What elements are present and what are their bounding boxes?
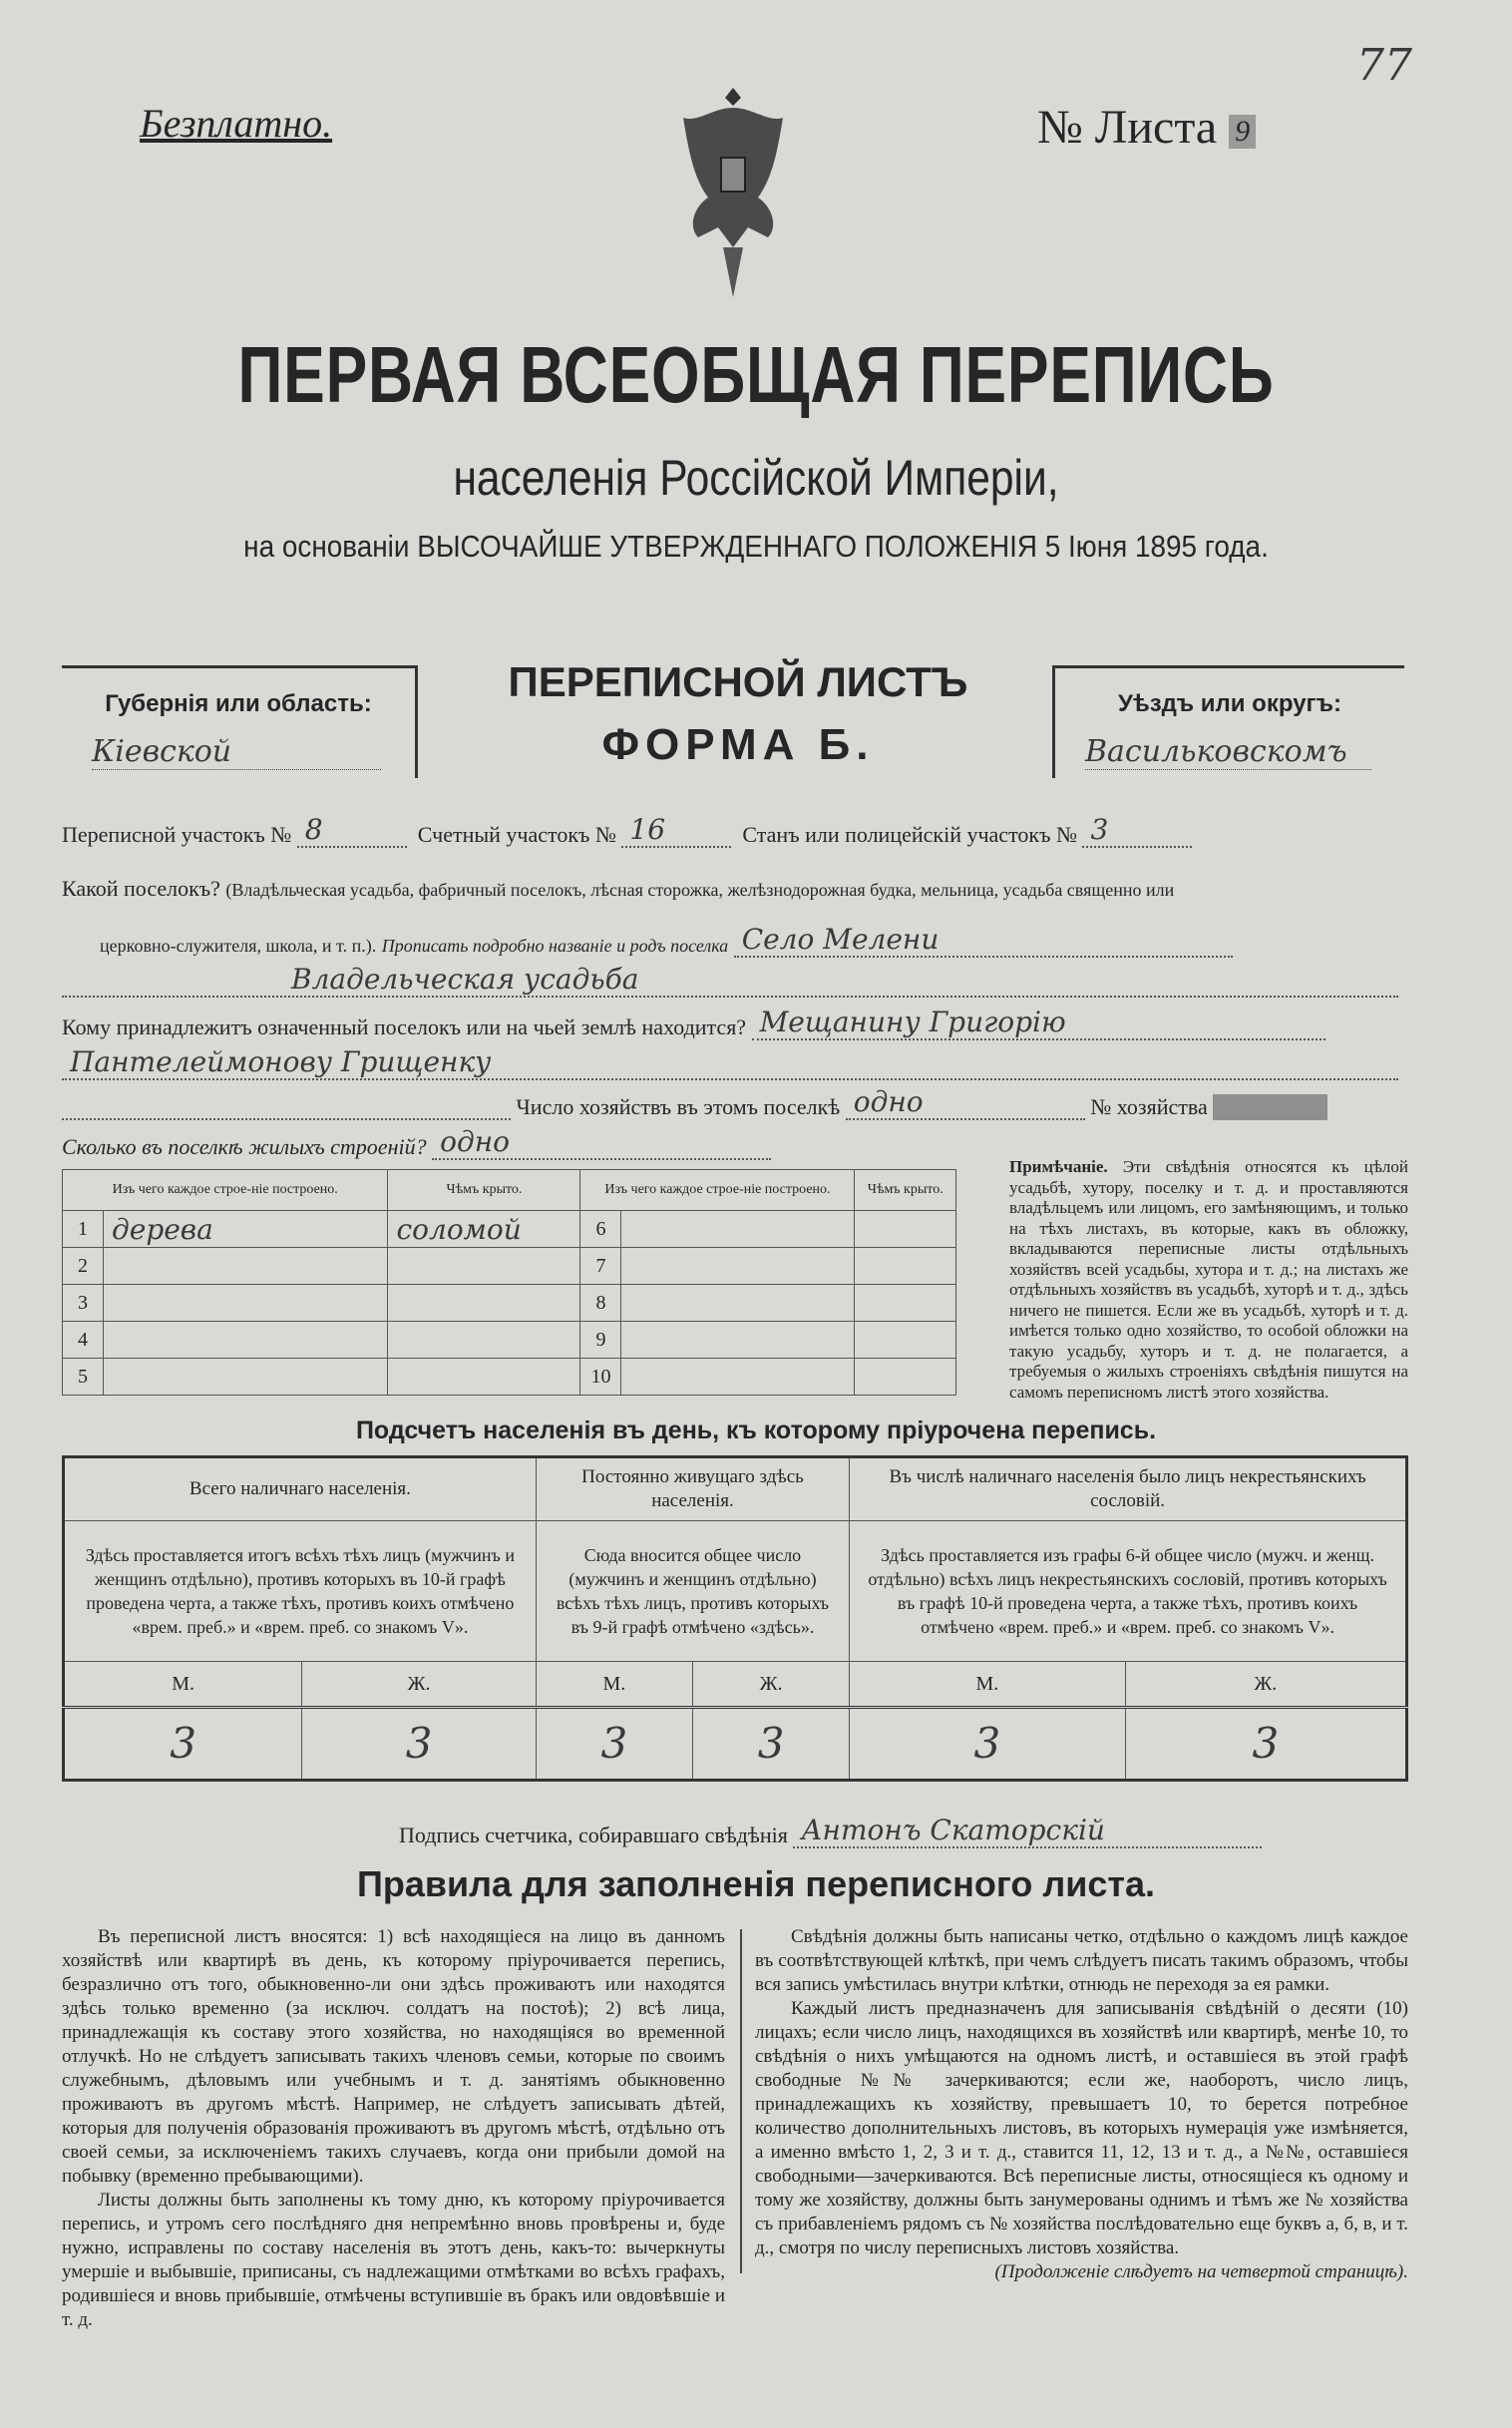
rules-title: Правила для заполненія переписного листа. — [356, 1863, 1156, 1904]
building-material-cell[interactable] — [621, 1359, 855, 1396]
building-material-cell[interactable] — [621, 1211, 855, 1248]
total-male-cell[interactable]: 3 — [64, 1708, 302, 1781]
owner-row — [62, 1006, 1408, 1040]
resident-male-cell[interactable]: 3 — [536, 1708, 692, 1781]
households-row — [62, 1085, 1408, 1120]
settlement-row-2 — [100, 923, 1408, 958]
count-section-field[interactable]: 16 — [621, 813, 731, 848]
sheet-number — [1037, 100, 1256, 155]
district-box — [1052, 665, 1404, 778]
census-section-field[interactable]: 8 — [297, 813, 407, 848]
building-material-cell[interactable] — [104, 1322, 388, 1359]
signature-label: Подпись счетчика, собиравшаго свѣдѣнія — [399, 1822, 788, 1847]
building-roof-cell[interactable] — [855, 1248, 956, 1285]
building-roof-cell[interactable] — [855, 1359, 956, 1396]
material-header: Изъ чего каждое строе-ніе построено. — [63, 1170, 388, 1211]
rules-paragraph: Въ переписной листъ вносятся: 1) всѣ находящіеся на лицо въ данномъ хозяйствѣ или квартирѣ въ день, къ которому пріурочивается перепись, безразлично отъ того, обыкновенно-ли они здѣсь проживаютъ или находятся здѣсь только временно (за исключ. солдатъ на постоѣ); 2) всѣ лица, принадлежащія къ составу этого хозяйства, но находящіяся во временной отлучкѣ. Но не слѣдуетъ записывать такихъ членовъ семьи, которые по своимъ служебнымъ, дѣловымъ или учебнымъ и т. д. занятіямъ обыкновенно проживаютъ въ другомъ мѣстѣ. Например, не слѣдуетъ записывать дѣтей, которыя для полученія образованія проживаютъ въ другомъ мѣстѣ, отдѣльно отъ своей семьи, за исключеніемъ такихъ случаевъ, когда они прибыли домой на побывку (временно пребывающими). — [62, 1926, 725, 2187]
male-header: М. — [536, 1662, 692, 1708]
total-female-cell[interactable]: 3 — [302, 1708, 536, 1781]
household-number-label: № хозяйства — [1090, 1094, 1208, 1119]
building-roof-cell[interactable]: соломой — [388, 1211, 580, 1248]
building-roof-cell[interactable] — [388, 1322, 580, 1359]
building-number: 7 — [580, 1248, 621, 1285]
group-title: Постоянно живущаго здѣсь населенія. — [536, 1457, 849, 1521]
settlement-field-1[interactable]: Село Мелени — [734, 923, 1233, 958]
group-title: Въ числѣ наличнаго населенія было лицъ некрестьянскихъ сословій. — [850, 1457, 1407, 1521]
continuation-note: (Продолженіе слѣдуетъ на четвертой страницѣ). — [994, 2261, 1408, 2282]
building-number: 6 — [580, 1211, 621, 1248]
signature-field[interactable]: Антонъ Скаторскій — [793, 1814, 1262, 1848]
female-header: Ж. — [1125, 1662, 1406, 1708]
building-material-cell[interactable] — [621, 1285, 855, 1322]
female-header: Ж. — [692, 1662, 849, 1708]
buildings-note — [1009, 1157, 1408, 1403]
settlement-field-2[interactable]: Владельческая усадьба — [62, 963, 1398, 998]
document-basis: на основаніи ВЫСОЧАЙШЕ УТВЕРЖДЕННАГО ПОЛОЖЕНІЯ 5 Іюня 1895 года. — [243, 529, 1269, 564]
settlement-instruction: Прописать подробно названіе и родъ поселка — [381, 936, 729, 956]
buildings-row — [62, 1125, 1408, 1160]
male-header: М. — [64, 1662, 302, 1708]
building-number: 4 — [63, 1322, 104, 1359]
building-number: 3 — [63, 1285, 104, 1322]
building-number: 2 — [63, 1248, 104, 1285]
rules-paragraph: Каждый листъ предназначенъ для записыванія свѣдѣній о десяти (10) лицахъ; если число лицъ, находящихся въ хозяйствѣ или квартирѣ, менѣе 10, то свѣдѣнія о нихъ умѣщаются на одномъ листѣ, и оставшіеся въ этой графѣ свободные №№ зачеркиваются; если же, наоборотъ, число лицъ, принадлежащихъ къ хозяйству, превышаетъ 10, то берется потребное количество дополнительныхъ листовъ, въ которыхъ нумерація уже измѣняется, а именно вмѣсто 1, 2, 3 и т. д., ставится 11, 12, 13 и т. д., а №№, оставшіеся свободными—зачеркиваются. Всѣ переписные листы, относящіеся къ одному и тому же хозяйству, должны быть занумерованы однимъ и тѣмъ же № хозяйства съ прибавленіемъ рядомъ съ № хозяйства послѣдовательно еще буквъ а, б, в, и т. д., смотря по числу переписныхъ листовъ хозяйства. — [755, 1998, 1408, 2258]
settlement-hint-2: церковно-служителя, школа, и т. п.). — [100, 936, 377, 956]
buildings-table — [62, 1169, 956, 1396]
settlement-label: Какой поселокъ? — [62, 876, 220, 901]
settlement-row — [62, 876, 1408, 902]
group-explanation: Здѣсь проставляется итогъ всѣхъ тѣхъ лицъ (мужчинъ и женщинъ отдѣльно), противъ которыхъ въ 10-й графѣ проведена черта, а также тѣхъ, противъ коихъ отмѣчено «врем. преб.» и «врем. преб. со знакомъ V». — [64, 1521, 537, 1662]
building-material-cell[interactable] — [621, 1322, 855, 1359]
roof-header: Чѣмъ крыто. — [388, 1170, 580, 1211]
owner-field-1[interactable]: Мещанину Григорію — [752, 1006, 1325, 1040]
building-number: 1 — [63, 1211, 104, 1248]
male-header: М. — [850, 1662, 1126, 1708]
document-title: ПЕРВАЯ ВСЕОБЩАЯ ПЕРЕПИСЬ — [237, 330, 1275, 419]
document-subtitle: населенія Россійской Имперіи, — [453, 450, 1059, 506]
building-material-cell[interactable]: дерева — [104, 1211, 388, 1248]
building-material-cell[interactable] — [104, 1359, 388, 1396]
roof-header-2: Чѣмъ крыто. — [855, 1170, 956, 1211]
province-box — [62, 665, 418, 778]
resident-female-cell[interactable]: 3 — [692, 1708, 849, 1781]
district-value[interactable]: Васильковскомъ — [1085, 734, 1371, 770]
settlement-row-3 — [62, 963, 1408, 998]
households-field[interactable]: одно — [846, 1085, 1085, 1120]
group-title: Всего наличнаго населенія. — [64, 1457, 537, 1521]
census-section-label: Переписной участокъ № — [62, 822, 292, 847]
province-value[interactable]: Кіевской — [92, 734, 381, 770]
building-roof-cell[interactable] — [855, 1211, 956, 1248]
enumerator-signature-row — [399, 1814, 1262, 1848]
free-label: Безплатно. — [140, 101, 333, 146]
rules-paragraph: Свѣдѣнія должны быть написаны четко, отдѣльно о каждомъ лицѣ каждое въ соотвѣтствующей клѣткѣ, при чемъ слѣдуетъ писать такимъ образомъ, чтобы вся запись умѣстилась внутри клѣтки, отнюдь не переходя за ея рамки. — [755, 1926, 1408, 1995]
owner-label: Кому принадлежитъ означенный поселокъ или на чьей землѣ находится? — [62, 1014, 747, 1039]
building-material-cell[interactable] — [621, 1248, 855, 1285]
rules-left-column — [62, 1925, 725, 2332]
building-row — [63, 1322, 956, 1359]
building-roof-cell[interactable] — [855, 1322, 956, 1359]
building-number: 5 — [63, 1359, 104, 1396]
nonpeasant-female-cell[interactable]: 3 — [1125, 1708, 1406, 1781]
settlement-hint: (Владѣльческая усадьба, фабричный поселокъ, лѣсная сторожка, желѣзнодорожная будка, мельница, усадьба священно или — [225, 880, 1175, 900]
building-roof-cell[interactable] — [855, 1285, 956, 1322]
material-header-2: Изъ чего каждое строе-ніе построено. — [580, 1170, 855, 1211]
handwritten-page-number: 77 — [1356, 40, 1412, 91]
household-number-redacted — [1213, 1094, 1327, 1120]
rules-paragraph: Листы должны быть заполнены къ тому дню, къ которому пріурочивается перепись, и утромъ сего послѣдняго дня непремѣнно вновь провѣрены и, буде нужно, исправлены по составу населенія въ этотъ день, какъ-то: вычеркнуты умершіе и выбывшіе, приписаны, съ надлежащими отмѣтками во всѣхъ графахъ, родившіеся и вновь прибывшіе, отмѣчены вступившіе въ бракъ или овдовѣвшіе и т. д. — [62, 2190, 725, 2330]
building-row — [63, 1211, 956, 1248]
blank-dotted-line — [62, 1092, 511, 1120]
building-roof-cell[interactable] — [388, 1359, 580, 1396]
population-caption: Подсчетъ населенія въ день, къ которому пріурочена перепись. — [355, 1416, 1157, 1444]
police-section-label: Станъ или полицейскій участокъ № — [742, 822, 1077, 847]
building-row — [63, 1248, 956, 1285]
double-headed-eagle-emblem — [673, 78, 793, 307]
police-section-field[interactable]: 3 — [1082, 813, 1192, 848]
households-label: Число хозяйствъ въ этомъ поселкѣ — [516, 1094, 841, 1119]
district-label: Уѣздъ или округъ: — [1117, 690, 1342, 717]
sections-row — [62, 813, 1408, 848]
group-explanation: Сюда вносится общее число (мужчинъ и женщинъ отдѣльно) всѣхъ тѣхъ лицъ, противъ которыхъ въ 9-й графѣ отмѣчено «здѣсь». — [536, 1521, 849, 1662]
building-roof-cell[interactable] — [388, 1248, 580, 1285]
form-name: ФОРМА Б. — [601, 720, 875, 769]
column-divider — [740, 1929, 742, 2273]
note-title: Примѣчаніе. — [1009, 1157, 1108, 1176]
building-number: 9 — [580, 1322, 621, 1359]
rules-right-column — [755, 1925, 1408, 2284]
note-text: Эти свѣдѣнія относятся къ цѣлой усадьбѣ, хутору, поселку и т. д. и проставляются владѣльцемъ или лицомъ, его замѣняющимъ, и только на тѣхъ листахъ, въ которые, какъ въ обложку, вкладываются переписные листы отдѣльныхъ хозяйствъ всей усадьбы, хутора и т. д.; на листахъ же отдѣльныхъ хозяйствъ въ усадьбѣ, хуторѣ и т. д., здѣсь ничего не пишется. Если же въ усадьбѣ, хуторѣ и т. д. имѣется только одно хозяйство, то особой обложки на такую усадьбу, хуторъ и т. д. не полагается, а требуемыя о жилыхъ строеніяхъ свѣдѣнія пишутся на самомъ переписномъ листѣ этого хозяйства. — [1009, 1157, 1409, 1402]
sheet-number-value: 9 — [1229, 115, 1256, 149]
count-section-label: Счетный участокъ № — [417, 822, 616, 847]
form-title: ПЕРЕПИСНОЙ ЛИСТЪ — [508, 658, 968, 705]
sheet-number-label: № Листа — [1037, 101, 1218, 154]
buildings-label: Сколько въ поселкѣ жилыхъ строеній? — [62, 1134, 427, 1159]
population-table — [62, 1455, 1408, 1782]
building-roof-cell[interactable] — [388, 1285, 580, 1322]
building-row — [63, 1359, 956, 1396]
building-number: 10 — [580, 1359, 621, 1396]
nonpeasant-male-cell[interactable]: 3 — [850, 1708, 1126, 1781]
building-material-cell[interactable] — [104, 1285, 388, 1322]
building-material-cell[interactable] — [104, 1248, 388, 1285]
building-row — [63, 1285, 956, 1322]
owner-row-2 — [62, 1045, 1408, 1080]
female-header: Ж. — [302, 1662, 536, 1708]
buildings-field[interactable]: одно — [432, 1125, 771, 1160]
province-label: Губернія или область: — [105, 690, 372, 717]
group-explanation: Здѣсь проставляется изъ графы 6-й общее число (мужч. и женщ. отдѣльно) всѣхъ лицъ некрестьянскихъ сословій, противъ которыхъ въ графѣ 10-й проведена черта, а также тѣхъ, противъ коихъ отмѣчено «врем. преб.» и «врем. преб. со знакомъ V». — [850, 1521, 1407, 1662]
owner-field-2[interactable]: Пантелеймонову Грищенку — [62, 1045, 1398, 1080]
building-number: 8 — [580, 1285, 621, 1322]
